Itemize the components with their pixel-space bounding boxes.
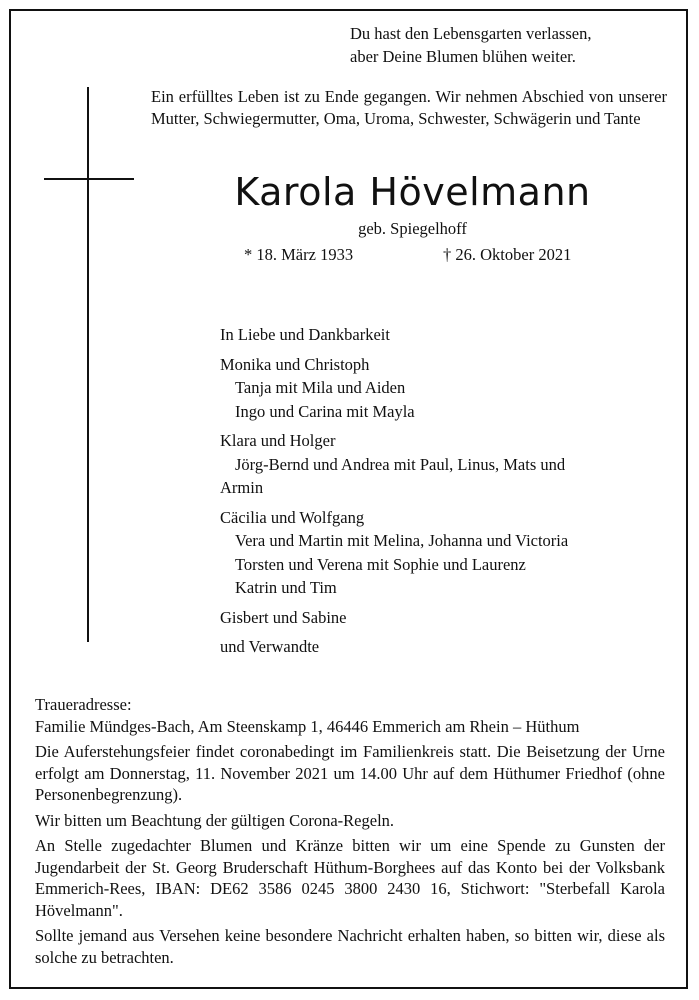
maiden-name: geb. Spiegelhoff (358, 219, 467, 238)
corona-text: Wir bitten um Beachtung der gültigen Corona-Regeln. (35, 810, 395, 830)
info-section (35, 694, 665, 972)
death-date: † 26. Oktober 2021 (443, 245, 572, 264)
family-line: Klara und Holger (220, 431, 336, 450)
birth-date: * 18. März 1933 (244, 245, 354, 264)
family-subline: Katrin und Tim (235, 578, 337, 597)
deceased-name: Karola Hövelmann (234, 170, 591, 214)
family-subline: Torsten und Verena mit Sophie und Laurenz (235, 554, 526, 574)
intro-text: Ein erfülltes Leben ist zu Ende gegangen. Wir nehmen Abschied von unserer Mutter, Schwiegermutter, Oma, Uroma, Schwester, Schwägerin und Tante (151, 87, 667, 128)
family-subline: Tanja mit Mila und Aiden (235, 378, 406, 397)
mourners-list (220, 323, 650, 659)
family-subline: Vera und Martin mit Melina, Johanna und Victoria (235, 531, 569, 550)
family-line: Monika und Christoph (220, 354, 370, 374)
cross-icon-bar (44, 178, 134, 180)
family-line: Cäcilia und Wolfgang (220, 507, 365, 527)
donation-text: An Stelle zugedachter Blumen und Kränze bitten wir um eine Spende zu Gunsten der Jugendarbeit der St. Georg Bruderschaft Hüthum-Borghees auf das Konto bei der Volksbank Emmerich-Rees, IBAN: DE62 3586 0245 3800 2430 16, Stichwort: "Sterbefall Karola Hövelmann". (35, 836, 665, 920)
notice-text: Sollte jemand aus Versehen keine besondere Nachricht erhalten haben, so bitten wir, diese als solche zu betrachten. (35, 926, 665, 967)
ceremony-text: Die Auferstehungsfeier findet coronabedingt im Familienkreis statt. Die Beisetzung der Urne erfolgt am Donnerstag, 11. November 2021 um 14.00 Uhr auf dem Hüthumer Friedhof (ohne Personenbegrenzung). (35, 742, 665, 804)
relatives-line: und Verwandte (220, 637, 320, 656)
motto-line-1: Du hast den Lebensgarten verlassen, (350, 24, 592, 43)
address-label: Traueradresse: (35, 695, 132, 714)
cross-icon (87, 87, 89, 642)
address-text: Familie Mündges-Bach, Am Steenskamp 1, 46446 Emmerich am Rhein – Hüthum (35, 716, 580, 736)
motto (350, 22, 591, 68)
family-subline-cont: Armin (220, 478, 264, 497)
motto-line-2: aber Deine Blumen blühen weiter. (350, 47, 576, 66)
family-line: Gisbert und Sabine (220, 607, 347, 627)
family-subline: Jörg-Bernd und Andrea mit Paul, Linus, Mats und (235, 454, 566, 474)
mourners-heading: In Liebe und Dankbarkeit (220, 325, 390, 344)
family-subline: Ingo und Carina mit Mayla (235, 401, 415, 421)
